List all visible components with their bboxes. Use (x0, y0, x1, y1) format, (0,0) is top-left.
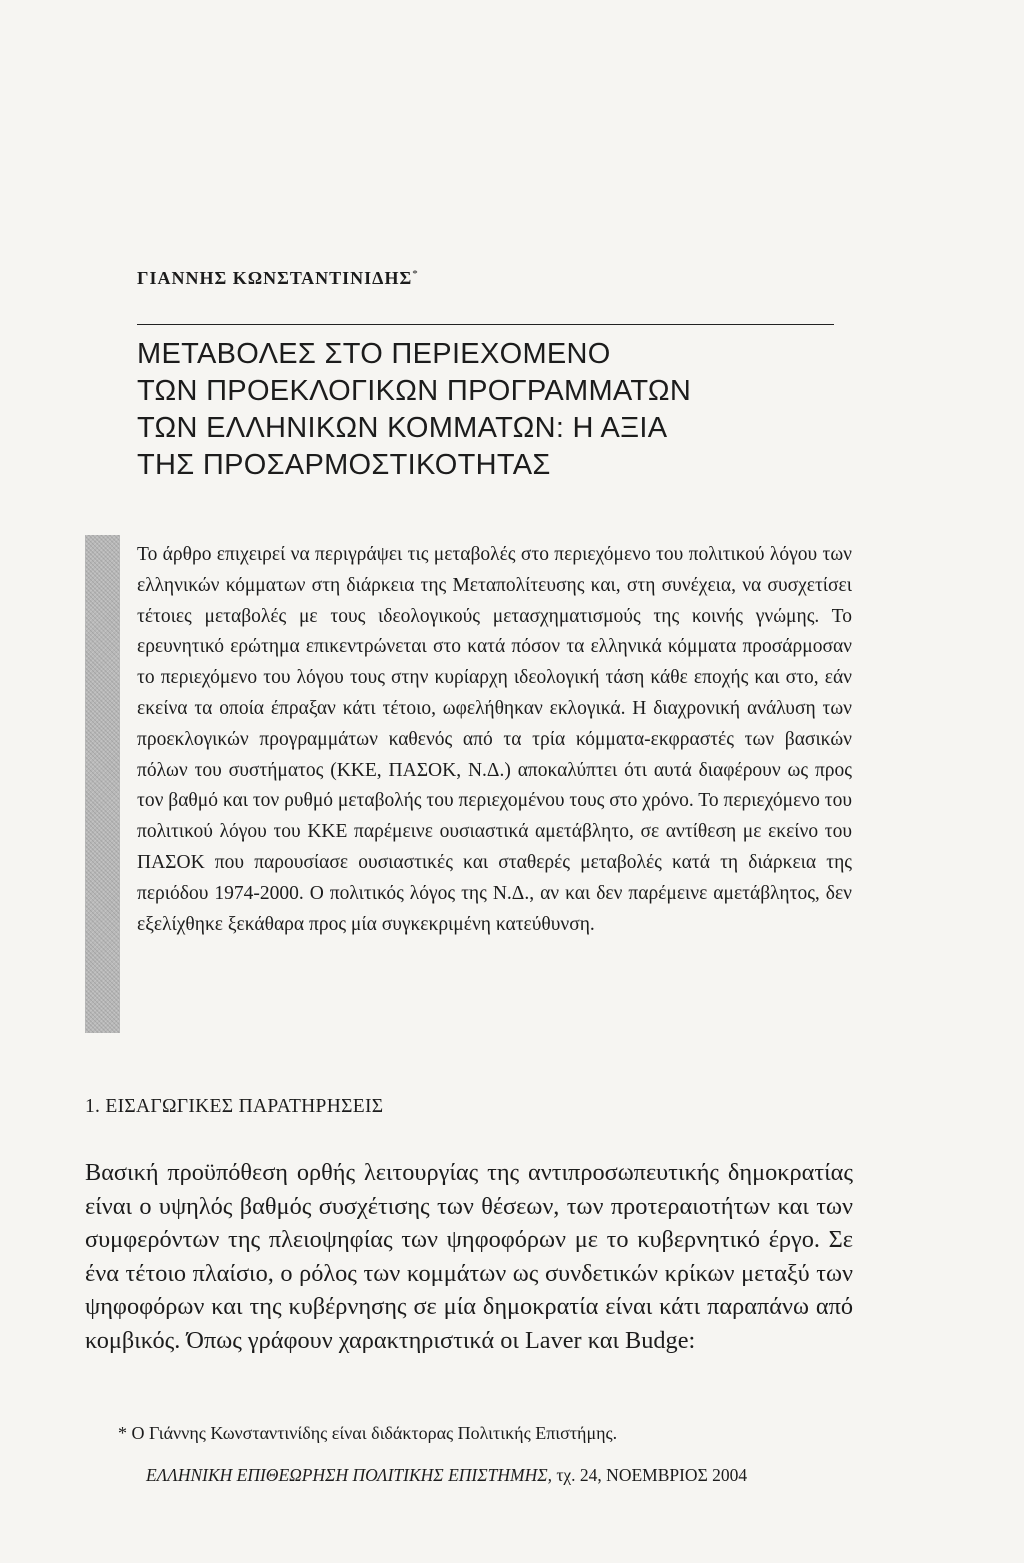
title-line-2: ΤΩΝ ΠΡΟΕΚΛΟΓΙΚΩΝ ΠΡΟΓΡΑΜΜΑΤΩΝ (137, 375, 692, 407)
title-divider (137, 324, 834, 325)
article-title (137, 336, 857, 484)
author-footnote-mark: * (412, 268, 419, 280)
journal-footer (146, 1465, 747, 1486)
author-name (137, 268, 419, 289)
abstract-text: Το άρθρο επιχειρεί να περιγράψει τις μεταβολές στο περιεχόμενο του πολιτικού λόγου των ελληνικών κόμματων στη διάρκεια της Μεταπολίτευσης και, στη συνέχεια, να συσχετίσει τέτοιες μεταβολές με τους ιδεολογικούς μετασχηματισμούς της κοινής γνώμης. Το ερευνητικό ερώτημα επικεντρώνεται στο κατά πόσον τα ελληνικά κόμματα προσάρμοσαν το περιεχόμενο του λόγου τους στην κυρίαρχη ιδεολογική τάση κάθε εποχής και στο, εάν εκείνα τα οποία έπραξαν κάτι τέτοιο, ωφελήθηκαν εκλογικά. Η διαχρονική ανάλυση των προεκλογικών προγραμμάτων καθενός από τα τρία κόμματα-εκφραστές των βασικών πόλων του συστήματος (ΚΚΕ, ΠΑΣΟΚ, Ν.Δ.) αποκαλύπτει ότι αυτά διαφέρουν ως προς τον βαθμό και τον ρυθμό μεταβολής του περιεχομένου τους στο χρόνο. Το περιεχόμενο του πολιτικού λόγου του ΚΚΕ παρέμεινε ουσιαστικά αμετάβλητο, σε αντίθεση με εκείνο του ΠΑΣΟΚ που παρουσίασε ουσιαστικές και σταθερές μεταβολές κατά τη διάρκεια της περιόδου 1974-2000. Ο πολιτικός λόγος της Ν.Δ., αν και δεν παρέμεινε αμετάβλητος, δεν εξελίχθηκε ξεκάθαρα προς μία συγκεκριμένη κατεύθυνση. (137, 544, 852, 935)
body-paragraph: Βασική προϋπόθεση ορθής λειτουργίας της αντιπροσωπευτικής δημοκρατίας είναι ο υψηλός βαθμός συσχέτισης των θέσεων, των προτεραιοτήτων και των συμφερόντων της πλειοψηφίας των ψηφοφόρων με το κυβερνητικό έργο. Σε ένα τέτοιο πλαίσιο, ο ρόλος των κομμάτων ως συνδετικών κρίκων μεταξύ των ψηφοφόρων και της κυβέρνησης σε μία δημοκρατία είναι κάτι παραπάνω από κομβικός. Όπως γράφουν χαρακτηριστικά οι Laver και Budge: (85, 1159, 853, 1354)
title-line-3: ΤΩΝ ΕΛΛΗΝΙΚΩΝ ΚΟΜΜΑΤΩΝ: Η ΑΞΙΑ (137, 412, 668, 444)
title-line-1: ΜΕΤΑΒΟΛΕΣ ΣΤΟ ΠΕΡΙΕΧΟΜΕΝΟ (137, 338, 611, 370)
abstract-side-bar (85, 535, 120, 1033)
journal-title: ΕΛΛΗΝΙΚΗ ΕΠΙΘΕΩΡΗΣΗ ΠΟΛΙΤΙΚΗΣ ΕΠΙΣΤΗΜΗΣ, (146, 1465, 552, 1485)
title-line-4: ΤΗΣ ΠΡΟΣΑΡΜΟΣΤΙΚΟΤΗΤΑΣ (137, 449, 551, 481)
author-footnote: * Ο Γιάννης Κωνσταντινίδης είναι διδάκτορας Πολιτικής Επιστήμης. (118, 1423, 618, 1443)
journal-issue: τχ. 24, ΝΟΕΜΒΡΙΟΣ 2004 (552, 1465, 748, 1485)
author-text: ΓΙΑΝΝΗΣ ΚΩΝΣΤΑΝΤΙΝΙΔΗΣ (137, 268, 413, 288)
section-heading: 1. ΕΙΣΑΓΩΓΙΚΕΣ ΠΑΡΑΤΗΡΗΣΕΙΣ (85, 1096, 384, 1117)
